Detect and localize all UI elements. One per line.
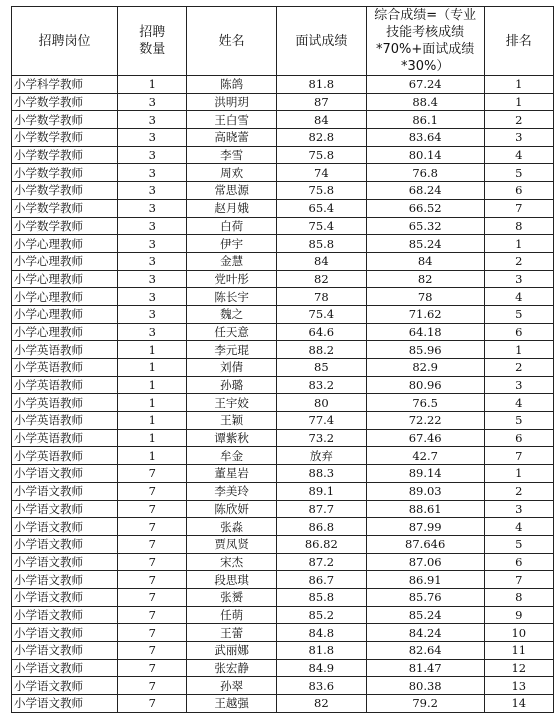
cell-rank: 11 [484, 642, 553, 660]
cell-composite: 85.76 [366, 588, 484, 606]
cell-rank: 1 [484, 465, 553, 483]
cell-interview: 73.2 [276, 429, 366, 447]
cell-name: 王宇姣 [187, 394, 276, 412]
cell-rank: 5 [484, 305, 553, 323]
cell-rank: 8 [484, 217, 553, 235]
cell-quota: 3 [118, 129, 187, 147]
cell-interview: 87.2 [276, 553, 366, 571]
cell-rank: 3 [484, 500, 553, 518]
cell-position: 小学心理教师 [12, 235, 118, 253]
table-row [12, 252, 554, 270]
cell-quota: 7 [118, 482, 187, 500]
header-interview: 面试成绩 [276, 7, 366, 76]
cell-interview: 82 [276, 270, 366, 288]
cell-quota: 3 [118, 164, 187, 182]
cell-rank: 2 [484, 252, 553, 270]
cell-composite: 64.18 [366, 323, 484, 341]
cell-interview: 86.7 [276, 571, 366, 589]
cell-position: 小学英语教师 [12, 394, 118, 412]
cell-quota: 1 [118, 359, 187, 377]
cell-position: 小学数学教师 [12, 164, 118, 182]
cell-rank: 9 [484, 606, 553, 624]
cell-composite: 72.22 [366, 412, 484, 430]
cell-rank: 5 [484, 535, 553, 553]
cell-composite: 78 [366, 288, 484, 306]
cell-composite: 82.64 [366, 642, 484, 660]
cell-position: 小学语文教师 [12, 624, 118, 642]
cell-name: 陈鸽 [187, 76, 276, 94]
cell-name: 贾凤贤 [187, 535, 276, 553]
header-rank: 排名 [484, 7, 553, 76]
cell-composite: 87.06 [366, 553, 484, 571]
header-row [12, 7, 554, 76]
cell-quota: 7 [118, 677, 187, 695]
cell-composite: 87.99 [366, 518, 484, 536]
cell-quota: 1 [118, 447, 187, 465]
cell-interview: 87 [276, 93, 366, 111]
cell-quota: 3 [118, 323, 187, 341]
cell-interview: 65.4 [276, 199, 366, 217]
cell-quota: 7 [118, 659, 187, 677]
table-row [12, 129, 554, 147]
table-row [12, 270, 554, 288]
cell-name: 王白雪 [187, 111, 276, 129]
cell-rank: 5 [484, 164, 553, 182]
table-row [12, 588, 554, 606]
cell-rank: 7 [484, 199, 553, 217]
cell-composite: 68.24 [366, 182, 484, 200]
cell-rank: 4 [484, 394, 553, 412]
cell-rank: 6 [484, 553, 553, 571]
cell-name: 孙翠 [187, 677, 276, 695]
cell-interview: 84.8 [276, 624, 366, 642]
cell-interview: 88.2 [276, 341, 366, 359]
cell-name: 宋杰 [187, 553, 276, 571]
cell-name: 武丽娜 [187, 642, 276, 660]
cell-position: 小学数学教师 [12, 217, 118, 235]
cell-composite: 42.7 [366, 447, 484, 465]
cell-position: 小学语文教师 [12, 695, 118, 713]
cell-interview: 74 [276, 164, 366, 182]
cell-position: 小学心理教师 [12, 252, 118, 270]
cell-interview: 75.8 [276, 182, 366, 200]
table-row [12, 447, 554, 465]
cell-composite: 80.96 [366, 376, 484, 394]
cell-name: 白荷 [187, 217, 276, 235]
cell-name: 金慧 [187, 252, 276, 270]
table-row [12, 535, 554, 553]
cell-rank: 2 [484, 482, 553, 500]
table-row [12, 412, 554, 430]
cell-quota: 3 [118, 252, 187, 270]
cell-rank: 8 [484, 588, 553, 606]
cell-quota: 3 [118, 182, 187, 200]
cell-position: 小学数学教师 [12, 182, 118, 200]
cell-quota: 7 [118, 535, 187, 553]
cell-rank: 6 [484, 429, 553, 447]
table-row [12, 642, 554, 660]
cell-position: 小学心理教师 [12, 288, 118, 306]
cell-position: 小学心理教师 [12, 270, 118, 288]
cell-composite: 80.14 [366, 146, 484, 164]
cell-composite: 65.32 [366, 217, 484, 235]
cell-rank: 5 [484, 412, 553, 430]
cell-position: 小学语文教师 [12, 553, 118, 571]
cell-interview: 84.9 [276, 659, 366, 677]
header-composite: 综合成绩=（专业技能考核成绩*70%+面试成绩*30%） [366, 7, 484, 76]
cell-name: 李美玲 [187, 482, 276, 500]
cell-composite: 88.61 [366, 500, 484, 518]
cell-rank: 6 [484, 182, 553, 200]
cell-name: 洪明玥 [187, 93, 276, 111]
cell-interview: 81.8 [276, 642, 366, 660]
table-row [12, 465, 554, 483]
cell-composite: 86.1 [366, 111, 484, 129]
cell-quota: 7 [118, 465, 187, 483]
cell-quota: 3 [118, 305, 187, 323]
table-row [12, 199, 554, 217]
cell-name: 王颖 [187, 412, 276, 430]
cell-rank: 1 [484, 76, 553, 94]
cell-composite: 81.47 [366, 659, 484, 677]
table-row [12, 76, 554, 94]
cell-quota: 3 [118, 288, 187, 306]
table-row [12, 624, 554, 642]
cell-rank: 7 [484, 571, 553, 589]
cell-composite: 85.24 [366, 235, 484, 253]
cell-position: 小学语文教师 [12, 677, 118, 695]
table-row [12, 341, 554, 359]
cell-interview: 84 [276, 111, 366, 129]
cell-rank: 2 [484, 111, 553, 129]
cell-rank: 10 [484, 624, 553, 642]
cell-interview: 82.8 [276, 129, 366, 147]
cell-interview: 82 [276, 695, 366, 713]
cell-quota: 7 [118, 500, 187, 518]
cell-position: 小学语文教师 [12, 500, 118, 518]
cell-name: 孙璐 [187, 376, 276, 394]
cell-name: 刘倩 [187, 359, 276, 377]
cell-position: 小学语文教师 [12, 518, 118, 536]
cell-composite: 85.24 [366, 606, 484, 624]
cell-composite: 82.9 [366, 359, 484, 377]
cell-name: 高晓蕾 [187, 129, 276, 147]
cell-position: 小学科学教师 [12, 76, 118, 94]
table-row [12, 164, 554, 182]
cell-composite: 71.62 [366, 305, 484, 323]
cell-name: 王蕾 [187, 624, 276, 642]
cell-interview: 84 [276, 252, 366, 270]
cell-position: 小学英语教师 [12, 341, 118, 359]
cell-interview: 85.8 [276, 235, 366, 253]
table-row [12, 429, 554, 447]
table-row [12, 659, 554, 677]
cell-position: 小学心理教师 [12, 305, 118, 323]
table-row [12, 394, 554, 412]
cell-interview: 88.3 [276, 465, 366, 483]
table-row [12, 323, 554, 341]
cell-composite: 76.8 [366, 164, 484, 182]
cell-name: 党叶彤 [187, 270, 276, 288]
header-position: 招聘岗位 [12, 7, 118, 76]
cell-interview: 75.4 [276, 217, 366, 235]
cell-position: 小学数学教师 [12, 93, 118, 111]
cell-composite: 80.38 [366, 677, 484, 695]
cell-name: 谭紫秋 [187, 429, 276, 447]
cell-name: 陈欣妍 [187, 500, 276, 518]
table-row [12, 217, 554, 235]
cell-position: 小学语文教师 [12, 606, 118, 624]
cell-position: 小学数学教师 [12, 111, 118, 129]
cell-quota: 7 [118, 624, 187, 642]
cell-name: 张淼 [187, 518, 276, 536]
cell-composite: 67.24 [366, 76, 484, 94]
cell-quota: 1 [118, 376, 187, 394]
cell-position: 小学语文教师 [12, 588, 118, 606]
cell-rank: 14 [484, 695, 553, 713]
cell-name: 任天意 [187, 323, 276, 341]
header-quota: 招聘数量 [118, 7, 187, 76]
table-row [12, 695, 554, 713]
cell-composite: 84 [366, 252, 484, 270]
cell-quota: 7 [118, 518, 187, 536]
cell-quota: 3 [118, 93, 187, 111]
cell-interview: 75.4 [276, 305, 366, 323]
table-row [12, 111, 554, 129]
cell-quota: 7 [118, 606, 187, 624]
cell-composite: 88.4 [366, 93, 484, 111]
cell-position: 小学语文教师 [12, 465, 118, 483]
cell-quota: 3 [118, 235, 187, 253]
cell-rank: 1 [484, 93, 553, 111]
cell-quota: 3 [118, 111, 187, 129]
cell-quota: 1 [118, 394, 187, 412]
cell-composite: 89.03 [366, 482, 484, 500]
cell-composite: 76.5 [366, 394, 484, 412]
cell-name: 段思琪 [187, 571, 276, 589]
table-row [12, 606, 554, 624]
cell-composite: 85.96 [366, 341, 484, 359]
table-row [12, 305, 554, 323]
cell-quota: 3 [118, 217, 187, 235]
cell-rank: 7 [484, 447, 553, 465]
table-body [12, 76, 554, 713]
cell-position: 小学数学教师 [12, 146, 118, 164]
cell-position: 小学英语教师 [12, 429, 118, 447]
results-table-container [11, 6, 554, 713]
table-row [12, 146, 554, 164]
cell-position: 小学语文教师 [12, 642, 118, 660]
cell-name: 李雪 [187, 146, 276, 164]
cell-position: 小学心理教师 [12, 323, 118, 341]
cell-interview: 77.4 [276, 412, 366, 430]
cell-rank: 1 [484, 341, 553, 359]
cell-composite: 79.2 [366, 695, 484, 713]
cell-rank: 6 [484, 323, 553, 341]
table-row [12, 482, 554, 500]
table-row [12, 677, 554, 695]
cell-rank: 4 [484, 288, 553, 306]
cell-rank: 3 [484, 270, 553, 288]
table-row [12, 288, 554, 306]
cell-interview: 64.6 [276, 323, 366, 341]
cell-rank: 2 [484, 359, 553, 377]
cell-quota: 3 [118, 146, 187, 164]
results-table [11, 6, 554, 713]
cell-composite: 66.52 [366, 199, 484, 217]
cell-composite: 67.46 [366, 429, 484, 447]
cell-name: 王越强 [187, 695, 276, 713]
cell-composite: 87.646 [366, 535, 484, 553]
table-row [12, 235, 554, 253]
cell-interview: 83.6 [276, 677, 366, 695]
cell-composite: 82 [366, 270, 484, 288]
cell-interview: 85.2 [276, 606, 366, 624]
cell-interview: 85.8 [276, 588, 366, 606]
header-name: 姓名 [187, 7, 276, 76]
cell-name: 赵月娥 [187, 199, 276, 217]
cell-composite: 86.91 [366, 571, 484, 589]
cell-interview: 放弃 [276, 447, 366, 465]
table-row [12, 93, 554, 111]
cell-interview: 85 [276, 359, 366, 377]
cell-rank: 4 [484, 518, 553, 536]
table-row [12, 500, 554, 518]
cell-quota: 1 [118, 341, 187, 359]
cell-name: 董星岩 [187, 465, 276, 483]
cell-name: 伊宇 [187, 235, 276, 253]
table-row [12, 553, 554, 571]
cell-interview: 83.2 [276, 376, 366, 394]
cell-quota: 7 [118, 695, 187, 713]
cell-position: 小学英语教师 [12, 376, 118, 394]
cell-interview: 80 [276, 394, 366, 412]
cell-name: 张赟 [187, 588, 276, 606]
cell-rank: 13 [484, 677, 553, 695]
cell-position: 小学语文教师 [12, 482, 118, 500]
cell-rank: 1 [484, 235, 553, 253]
cell-name: 周欢 [187, 164, 276, 182]
cell-quota: 1 [118, 429, 187, 447]
cell-quota: 1 [118, 412, 187, 430]
cell-name: 魏之 [187, 305, 276, 323]
cell-composite: 83.64 [366, 129, 484, 147]
cell-quota: 1 [118, 76, 187, 94]
cell-name: 陈长宇 [187, 288, 276, 306]
cell-position: 小学语文教师 [12, 659, 118, 677]
cell-position: 小学语文教师 [12, 571, 118, 589]
cell-rank: 3 [484, 129, 553, 147]
cell-quota: 7 [118, 642, 187, 660]
cell-name: 牟金 [187, 447, 276, 465]
cell-interview: 86.82 [276, 535, 366, 553]
cell-name: 张宏静 [187, 659, 276, 677]
cell-rank: 3 [484, 376, 553, 394]
table-row [12, 571, 554, 589]
cell-position: 小学英语教师 [12, 447, 118, 465]
cell-position: 小学数学教师 [12, 199, 118, 217]
cell-quota: 3 [118, 199, 187, 217]
cell-quota: 7 [118, 588, 187, 606]
cell-composite: 89.14 [366, 465, 484, 483]
cell-quota: 7 [118, 553, 187, 571]
cell-position: 小学英语教师 [12, 359, 118, 377]
cell-position: 小学英语教师 [12, 412, 118, 430]
table-row [12, 376, 554, 394]
cell-interview: 75.8 [276, 146, 366, 164]
cell-interview: 78 [276, 288, 366, 306]
cell-interview: 81.8 [276, 76, 366, 94]
cell-quota: 3 [118, 270, 187, 288]
cell-name: 李元琨 [187, 341, 276, 359]
cell-interview: 89.1 [276, 482, 366, 500]
table-row [12, 359, 554, 377]
cell-position: 小学数学教师 [12, 129, 118, 147]
cell-quota: 7 [118, 571, 187, 589]
cell-position: 小学语文教师 [12, 535, 118, 553]
cell-composite: 84.24 [366, 624, 484, 642]
table-row [12, 518, 554, 536]
cell-interview: 86.8 [276, 518, 366, 536]
cell-rank: 4 [484, 146, 553, 164]
cell-name: 常思源 [187, 182, 276, 200]
table-row [12, 182, 554, 200]
cell-name: 任萌 [187, 606, 276, 624]
cell-interview: 87.7 [276, 500, 366, 518]
cell-rank: 12 [484, 659, 553, 677]
